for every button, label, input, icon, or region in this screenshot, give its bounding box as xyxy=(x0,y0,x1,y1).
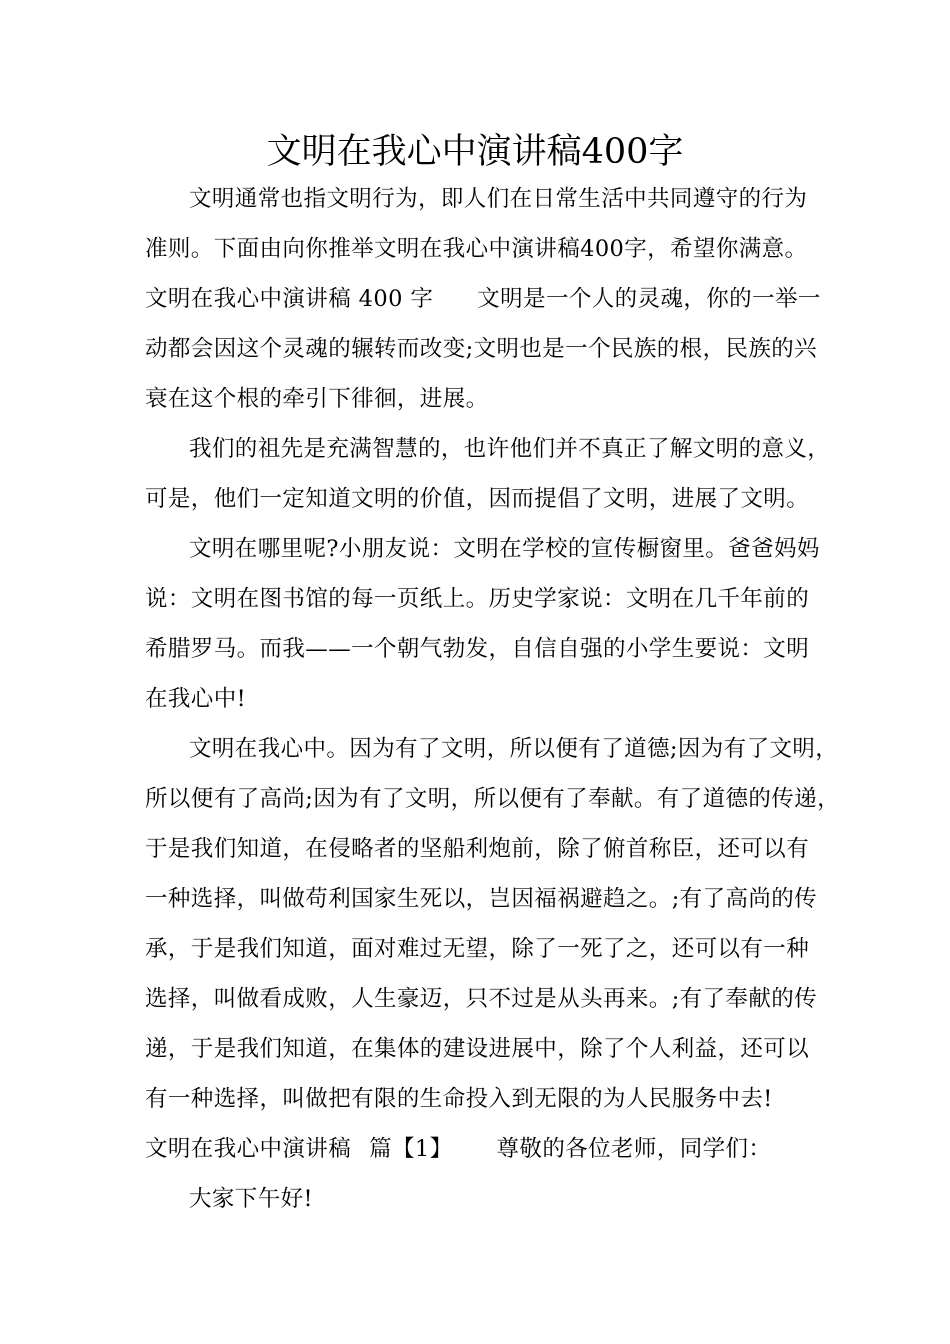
paragraph-line: 递，于是我们知道，在集体的建设进展中，除了个人利益，还可以 xyxy=(145,1036,810,1062)
paragraph-line: 文明在哪里呢?小朋友说：文明在学校的宣传橱窗里。爸爸妈妈 xyxy=(189,536,820,562)
paragraph-line: 我们的祖先是充满智慧的，也许他们并不真正了解文明的意义， xyxy=(189,436,831,462)
page-title: 文明在我心中演讲稿400字 xyxy=(266,132,684,172)
paragraph-line: 希腊罗马。而我——一个朝气勃发，自信自强的小学生要说：文明 xyxy=(145,636,810,662)
paragraph-line: 选择，叫做看成败，人生豪迈，只不过是从头再来。;有了奉献的传 xyxy=(145,986,818,1012)
paragraph-line: 文明在我心中。因为有了文明，所以便有了道德;因为有了文明， xyxy=(189,736,839,762)
paragraph-line: 可是，他们一定知道文明的价值，因而提倡了文明，进展了文明。 xyxy=(145,486,810,512)
paragraph-line: 有一种选择，叫做把有限的生命投入到无限的为人民服务中去! xyxy=(145,1086,773,1112)
paragraph-line-row xyxy=(145,1134,825,1164)
salutation: 尊敬的各位老师，同学们： xyxy=(496,1136,772,1162)
paragraph-line: 说：文明在图书馆的每一页纸上。历史学家说：文明在几千年前的 xyxy=(145,586,810,612)
section-heading: 文明在我心中演讲稿 xyxy=(145,1136,352,1162)
section-heading: 文明在我心中演讲稿 400 字 xyxy=(145,286,434,312)
paragraph-text: 文明是一个人的灵魂，你的一举一 xyxy=(477,286,821,312)
paragraph-line: 一种选择，叫做苟利国家生死以，岂因福祸避趋之。;有了高尚的传 xyxy=(145,886,818,912)
paragraph-line: 文明通常也指文明行为，即人们在日常生活中共同遵守的行为 xyxy=(189,186,808,212)
paragraph-line-row xyxy=(145,284,825,314)
section-number: 篇【1】 xyxy=(369,1136,453,1162)
paragraph-line: 所以便有了高尚;因为有了文明，所以便有了奉献。有了道德的传递， xyxy=(145,786,840,812)
paragraph-line: 衰在这个根的牵引下徘徊，进展。 xyxy=(145,386,489,412)
paragraph-line: 在我心中! xyxy=(145,686,247,712)
paragraph-line: 准则。下面由向你推举文明在我心中演讲稿400字，希望你满意。 xyxy=(145,236,808,262)
greeting-line: 大家下午好! xyxy=(189,1186,313,1212)
paragraph-line: 于是我们知道，在侵略者的坚船利炮前，除了俯首称臣，还可以有 xyxy=(145,836,810,862)
paragraph-line: 动都会因这个灵魂的辗转而改变;文明也是一个民族的根，民族的兴 xyxy=(145,336,818,362)
paragraph-line: 承，于是我们知道，面对难过无望，除了一死了之，还可以有一种 xyxy=(145,936,810,962)
